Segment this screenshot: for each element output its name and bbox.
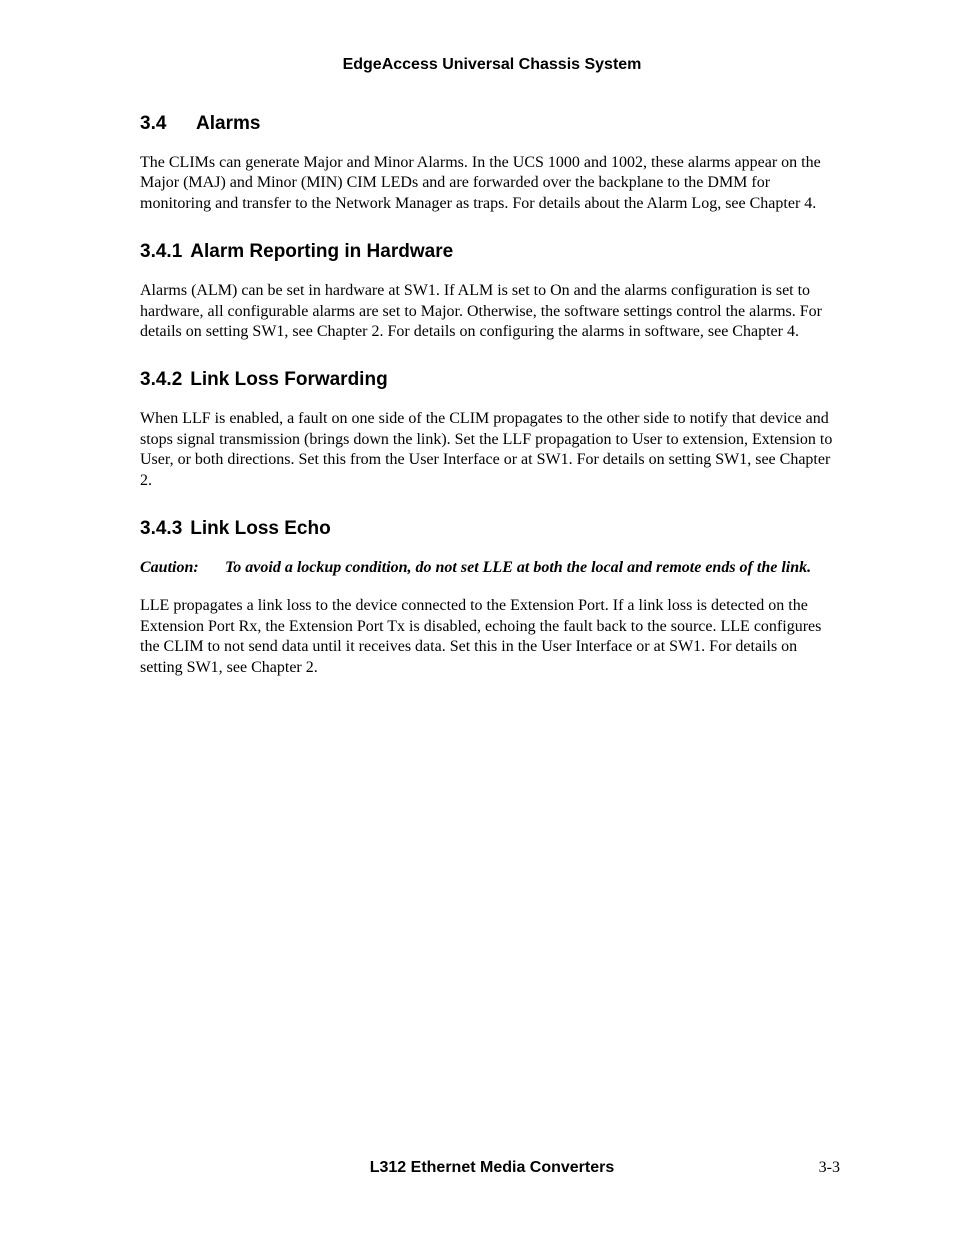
paragraph-link-loss-echo: LLE propagates a link loss to the device connected to the Extension Port. If a link loss is detected on the Extension Port Rx, the Extension Port Tx is disabled, echoing the fault back to the source. LLE configures the CLIM to not send data until it receives data. Set this in the User Interface or at SW1. For details on setting SW1, see Chapter 2. (140, 597, 822, 676)
section-number: 3.4.2 (140, 369, 183, 391)
page-number: 3-3 (818, 1159, 840, 1176)
section-number: 3.4.3 (140, 518, 183, 540)
section-number: 3.4 (140, 113, 167, 134)
caution-label: Caution: (140, 559, 199, 577)
section-heading-link-loss-echo (140, 516, 840, 542)
section-heading-alarm-reporting (140, 239, 840, 265)
paragraph-alarm-reporting: Alarms (ALM) can be set in hardware at SW1. If ALM is set to On and the alarms configuration is set to hardware, all configurable alarms are set to Major. Otherwise, the software settings control the alarms. For details on setting SW1, see Chapter 2. For details on configuring the alarms in software, see Chapter 4. (140, 282, 822, 341)
paragraph-alarms: The CLIMs can generate Major and Minor Alarms. In the UCS 1000 and 1002, these alarms appear on the Major (MAJ) and Minor (MIN) CIM LEDs and are forwarded over the backplane to the DMM for monitoring and transfer to the Network Manager as traps. For details about the Alarm Log, see Chapter 4. (140, 154, 821, 212)
section-title: Alarm Reporting in Hardware (190, 241, 454, 263)
section-heading-link-loss-forwarding (140, 367, 840, 393)
caution-text: To avoid a lockup condition, do not set LLE at both the local and remote ends of the link. (225, 559, 812, 577)
running-header: EdgeAccess Universal Chassis System (342, 56, 642, 73)
section-number: 3.4.1 (140, 241, 183, 263)
page-content (140, 111, 840, 678)
caution-note (140, 558, 840, 578)
running-footer: L312 Ethernet Media Converters (369, 1159, 615, 1176)
section-heading-alarms (140, 111, 840, 137)
section-title: Alarms (196, 113, 261, 134)
section-title: Link Loss Echo (190, 518, 331, 540)
section-title: Link Loss Forwarding (190, 369, 388, 391)
paragraph-link-loss-forwarding: When LLF is enabled, a fault on one side of the CLIM propagates to the other side to notify that device and stops signal transmission (brings down the link). Set the LLF propagation to User to extension, Extension to User, or both directions. Set this from the User Interface or at SW1. For details on setting SW1, see Chapter 2. (140, 410, 833, 489)
